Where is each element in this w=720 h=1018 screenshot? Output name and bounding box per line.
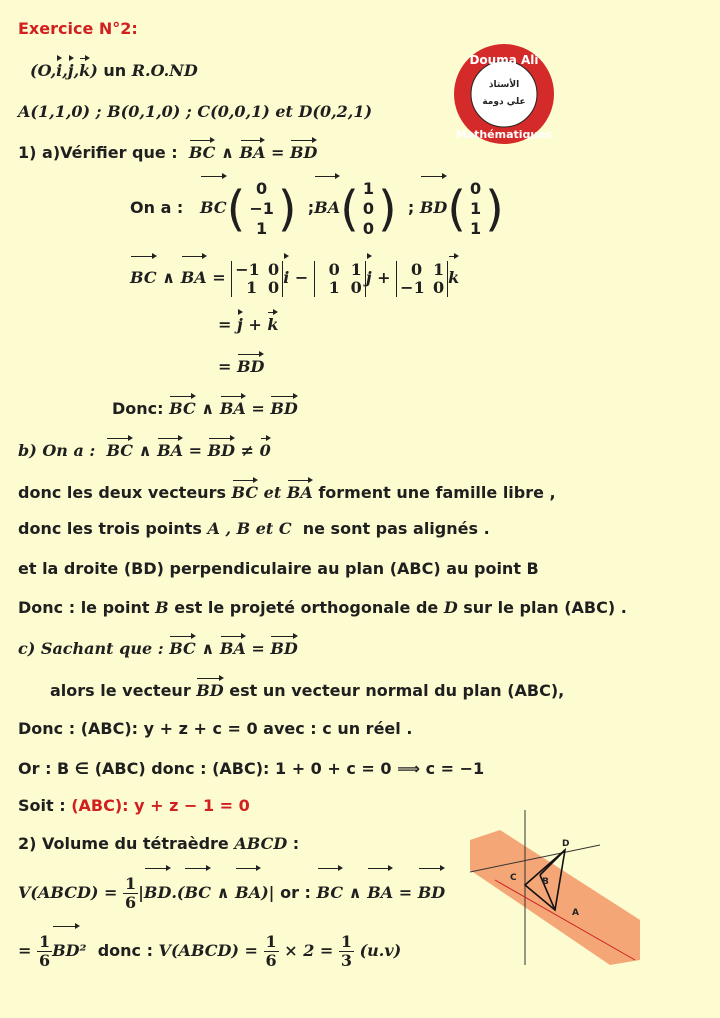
points-line: A(1,1,0) ; B(0,1,0) ; C(0,0,1) et D(0,2,1) [18, 102, 373, 121]
tetrahedron-figure [470, 800, 640, 970]
volume-formula: V(ABCD) = $\frac{1}{6}$ |BD.(BC ∧ BA)| or : BC ∧ BA = BD [18, 870, 445, 916]
question-2: 2) Volume du tétraèdre ABCD : [18, 834, 300, 853]
soit-line: Soit : (ABC): y + z − 1 = 0 [18, 796, 250, 815]
label-a: A [572, 908, 579, 918]
donc-line: Donc: BC ∧ BA = BD [112, 399, 298, 418]
line-libre: donc les deux vecteurs BC et BA forment une famille libre , [18, 483, 556, 502]
question-1a: 1) a)Vérifier que : BC ∧ BA = BD [18, 143, 318, 162]
equation-general: Donc : (ABC): y + z + c = 0 avec : c un réel . [18, 719, 413, 738]
logo-top-text: Douma Ali [469, 53, 539, 67]
equation-c: Or : B ∈ (ABC) donc : (ABC): 1 + 0 + c = 0 ⟹ c = −1 [18, 759, 485, 778]
logo-bottom-text: Mathématiques [455, 128, 553, 141]
volume-result: = $\frac{1}{6}$ BD² donc : V(ABCD) = $\frac{1}{6}$ × 2 = $\frac{1}{3}$ (u.v) [18, 928, 401, 974]
question-1c: c) Sachant que : BC ∧ BA = BD [18, 639, 298, 658]
plane-abc [470, 830, 640, 965]
step-2: = BD [218, 357, 265, 376]
label-b: B [542, 877, 549, 887]
line-projete: Donc : le point B est le projeté orthogonale de D sur le plan (ABC) . [18, 598, 627, 617]
vectors-line: On a : BC( 0 −1 1 ) ;BA( 1 0 0) ; BD( 0 1 1) [130, 178, 504, 238]
step-1: = j + k [218, 315, 279, 334]
label-c: C [510, 873, 517, 883]
question-1b: b) On a : BC ∧ BA = BD ≠ 0 [18, 441, 271, 460]
author-logo [452, 42, 556, 146]
logo-arabic-1: الأستاذ [488, 80, 520, 90]
logo-arabic-2: علي دومة [482, 97, 526, 107]
repere-line: (O,i,j,k) un R.O.ND [30, 61, 198, 80]
line-alignes: donc les trois points A , B et C ne sont pas alignés . [18, 519, 490, 538]
cross-product-line: BC ∧ BA = −1 0 1 0 i − 0 1 1 0 j + 0 1 −1 0 k [130, 259, 460, 297]
line-perp: et la droite (BD) perpendiculaire au plan (ABC) au point B [18, 559, 539, 578]
exercise-title: Exercice N°2: [18, 19, 138, 38]
normal-line: alors le vecteur BD est un vecteur normal du plan (ABC), [50, 681, 565, 700]
label-d: D [562, 839, 570, 849]
